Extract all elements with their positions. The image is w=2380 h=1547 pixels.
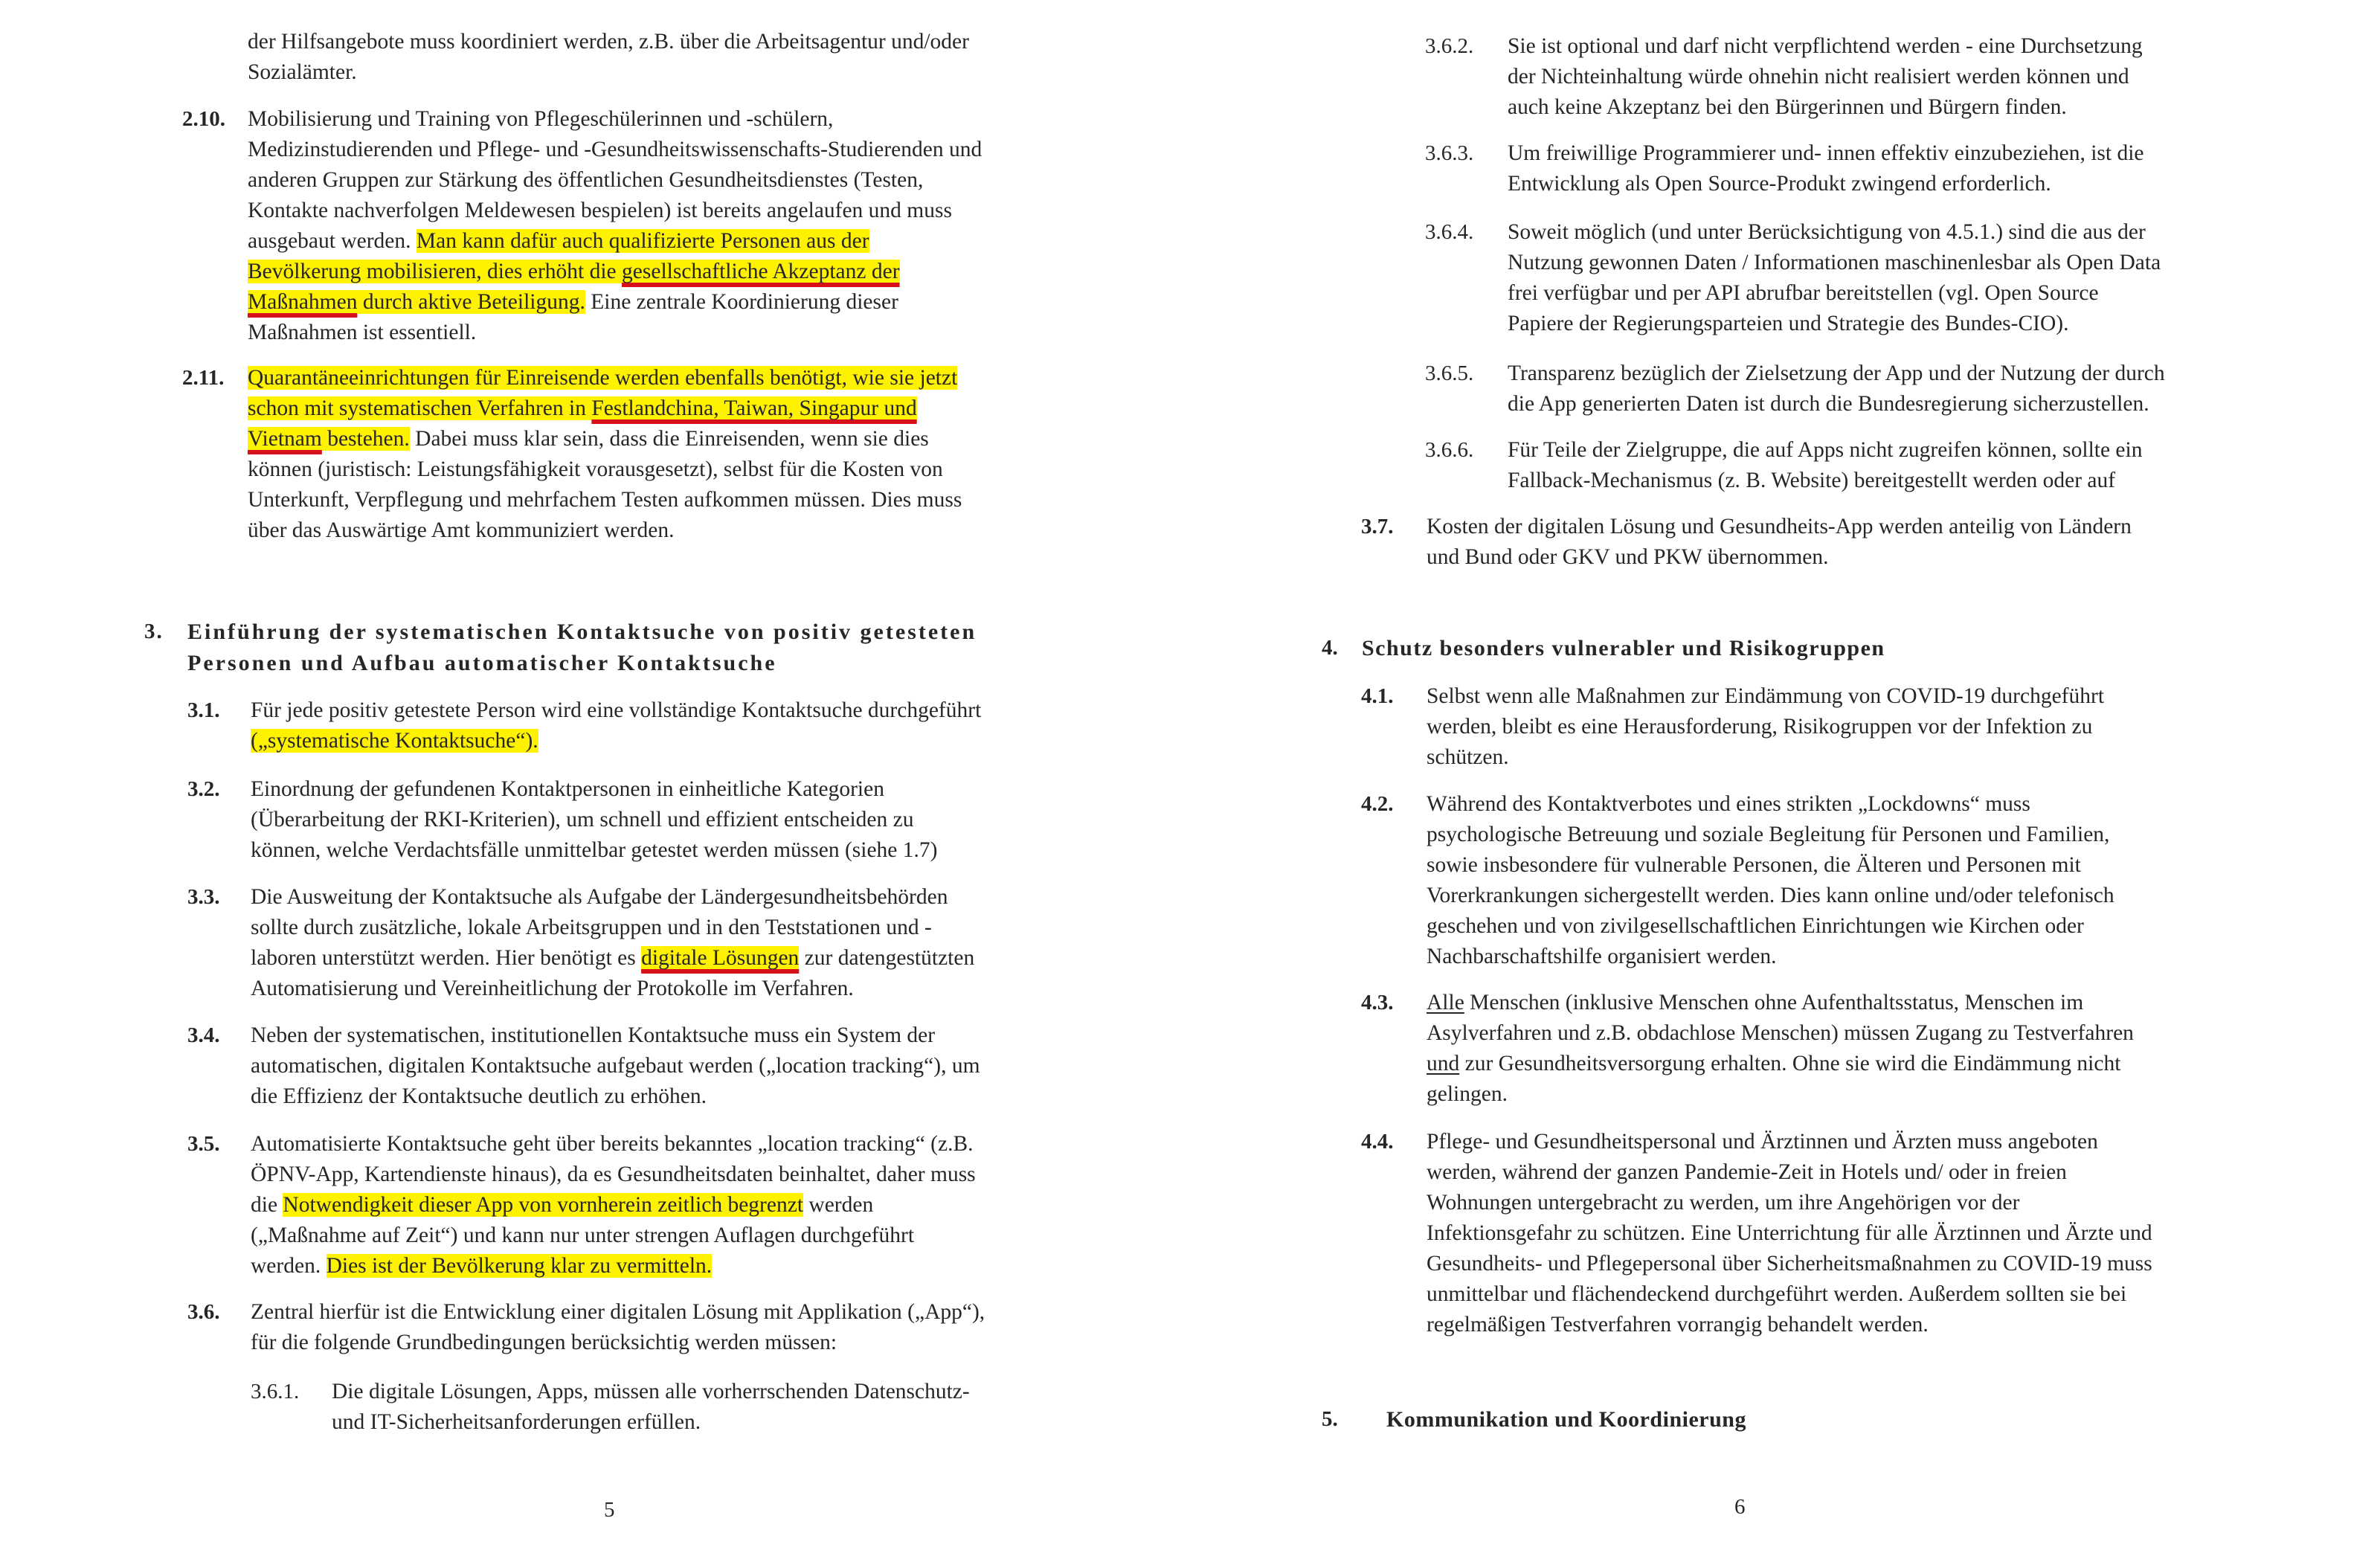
- text-line: Nachbarschaftshilfe organisiert werden.: [1427, 945, 1777, 968]
- text-line: Die digitale Lösungen, Apps, müssen alle vorherrschenden Datenschutz-: [332, 1380, 970, 1403]
- item-number-3-7: 3.7.: [1361, 515, 1394, 538]
- text-line: Pflege- und Gesundheitspersonal und Ärztinnen und Ärzten muss angeboten: [1427, 1130, 2098, 1154]
- text-line: Wohnungen untergebracht zu werden, um ihre Angehörigen vor der: [1427, 1191, 2020, 1215]
- text-line: unmittelbar und flächendeckend durchgeführt werden. Außerdem sollten sie bei: [1427, 1282, 2127, 1306]
- item-3-5-text: [251, 1129, 976, 1281]
- item-2-10-text: [248, 104, 982, 348]
- text-span: Dabei muss klar sein, dass die Einreisenden, wenn sie dies: [409, 427, 929, 451]
- item-3-6-2-text: [1508, 31, 2143, 123]
- section-5-title: Kommunikation und Koordinierung: [1386, 1407, 1746, 1432]
- highlighted-text: („systematische Kontaktsuche“).: [251, 729, 538, 753]
- intro-paragraph: [248, 27, 969, 88]
- text-line: werden, bleibt es eine Herausforderung, Risikogruppen vor der Infektion zu: [1427, 715, 2093, 739]
- text-line: gelingen.: [1427, 1082, 1508, 1106]
- text-line: Entwicklung als Open Source-Produkt zwingend erforderlich.: [1508, 172, 2051, 196]
- item-4-2-text: [1427, 789, 2114, 972]
- text-line: Asylverfahren und z.B. obdachlose Menschen) müssen Zugang zu Testverfahren: [1427, 1021, 2134, 1045]
- text-line: Soweit möglich (und unter Berücksichtigung von 4.5.1.) sind die aus der: [1508, 220, 2146, 244]
- text-line: („Maßnahme auf Zeit“) und kann nur unter strengen Auflagen durchgeführt: [251, 1223, 915, 1247]
- text-span: die: [251, 1193, 283, 1217]
- text-line: die App generierten Daten ist durch die Bundesregierung sicherzustellen.: [1508, 392, 2149, 416]
- item-number-3-6-2: 3.6.2.: [1425, 34, 1474, 58]
- text-line: über das Auswärtige Amt kommuniziert werden.: [248, 518, 675, 542]
- highlighted-text: bestehen.: [321, 427, 410, 451]
- right-page: [1190, 0, 2380, 1547]
- underlined-highlighted-text: gesellschaftliche Akzeptanz der: [622, 260, 900, 283]
- text-line: Infektionsgefahr zu schützen. Eine Unterrichtung für alle Ärztinnen und Ärzte und: [1427, 1221, 2152, 1245]
- item-3-3-text: [251, 882, 974, 1004]
- text-line: Kosten der digitalen Lösung und Gesundheits-App werden anteilig von Ländern: [1427, 515, 2132, 538]
- item-4-4-text: [1427, 1127, 2152, 1340]
- text-line: Gesundheits- und Pflegepersonal über Sicherheitsmaßnahmen zu COVID-19 muss: [1427, 1252, 2152, 1276]
- text-span: zur Gesundheitsversorgung erhalten. Ohne sie wird die Eindämmung nicht: [1459, 1052, 2121, 1075]
- item-2-11-text: [248, 363, 962, 546]
- text-line: Fallback-Mechanismus (z. B. Website) bereitgestellt werden oder auf: [1508, 469, 2116, 492]
- text-line: werden, während der ganzen Pandemie-Zeit in Hotels und/ oder in freien: [1427, 1160, 2067, 1184]
- left-page: [0, 0, 1183, 1547]
- text-line: Sie ist optional und darf nicht verpflichtend werden - eine Durchsetzung: [1508, 34, 2143, 58]
- text-line: der Hilfsangebote muss koordiniert werden, z.B. über die Arbeitsagentur und/oder: [248, 30, 969, 54]
- text-line: [1427, 988, 2134, 1018]
- text-span: werden.: [251, 1254, 327, 1278]
- text-line: automatischen, digitalen Kontaktsuche aufgebaut werden („location tracking“), um: [251, 1054, 980, 1078]
- text-line: und IT-Sicherheitsanforderungen erfüllen.: [332, 1410, 701, 1434]
- text-line: Papiere der Regierungsparteien und Strategie des Bundes-CIO).: [1508, 312, 2069, 335]
- item-3-6-4-text: [1508, 217, 2161, 339]
- text-line: sollte durch zusätzliche, lokale Arbeitsgruppen und in den Teststationen und -: [251, 916, 932, 939]
- text-line: geschehen und von zivilgesellschaftlichen Einrichtungen wie Kirchen oder: [1427, 914, 2084, 938]
- text-line: Für jede positiv getestete Person wird eine vollständige Kontaktsuche durchgeführt: [251, 698, 982, 722]
- item-number-3-6-6: 3.6.6.: [1425, 438, 1474, 462]
- text-line: sowie insbesondere für vulnerable Personen, die Älteren und Personen mit: [1427, 853, 2081, 877]
- text-line: können (juristisch: Leistungsfähigkeit vorausgesetzt), selbst für die Kosten von: [248, 457, 943, 481]
- text-line: Unterkunft, Verpflegung und mehrfachem Testen aufkommen müssen. Dies muss: [248, 488, 962, 512]
- item-number-3-6-4: 3.6.4.: [1425, 220, 1474, 244]
- text-line: auch keine Akzeptanz bei den Bürgerinnen und Bürgern finden.: [1508, 95, 2067, 119]
- text-line: Automatisierung und Vereinheitlichung der Protokolle im Verfahren.: [251, 977, 854, 1000]
- item-3-1-text: [251, 695, 981, 756]
- section-number-5: 5.: [1322, 1407, 1338, 1431]
- item-4-3-text: [1427, 988, 2134, 1110]
- text-line: [251, 1251, 976, 1281]
- item-number-3-5: 3.5.: [187, 1132, 220, 1156]
- item-number-3-6-3: 3.6.3.: [1425, 141, 1474, 165]
- text-line: [248, 393, 962, 424]
- highlighted-text: Man kann dafür auch qualifizierte Personen aus der: [416, 229, 869, 253]
- item-3-2-text: [251, 774, 937, 866]
- text-line: Die Ausweitung der Kontaktsuche als Aufgabe der Ländergesundheitsbehörden: [251, 885, 948, 909]
- item-number-4-1: 4.1.: [1361, 684, 1394, 708]
- text-line: Medizinstudierenden und Pflege- und -Gesundheitswissenschafts-Studierenden und: [248, 138, 982, 161]
- text-line: [251, 1190, 976, 1220]
- item-number-3-4: 3.4.: [187, 1023, 220, 1047]
- item-number-3-2: 3.2.: [187, 777, 220, 801]
- text-line: die Effizienz der Kontaktsuche deutlich zu erhöhen.: [251, 1084, 707, 1108]
- text-line: schützen.: [1427, 745, 1509, 769]
- text-line: (Überarbeitung der RKI-Kriterien), um schnell und effizient entscheiden zu: [251, 808, 914, 832]
- item-number-3-6-5: 3.6.5.: [1425, 361, 1474, 385]
- highlighted-text: Dies ist der Bevölkerung klar zu vermitteln.: [326, 1254, 713, 1278]
- underlined-highlighted-text: Festlandchina, Taiwan, Singapur und: [591, 396, 917, 420]
- text-line: frei verfügbar und per API abrufbar bereitstellen (vgl. Open Source: [1508, 281, 2099, 305]
- text-span: ausgebaut werden.: [248, 229, 416, 253]
- item-number-3-6-1: 3.6.1.: [251, 1380, 300, 1403]
- text-line: Neben der systematischen, institutionellen Kontaktsuche muss ein System der: [251, 1023, 936, 1047]
- text-line: Vorerkrankungen sichergestellt werden. Dies kann online und/oder telefonisch: [1427, 884, 2114, 907]
- highlighted-text: Quarantäneeinrichtungen für Einreisende werden ebenfalls benötigt, wie sie jetzt: [248, 366, 958, 390]
- item-number-3-1: 3.1.: [187, 698, 220, 722]
- highlighted-text: Bevölkerung mobilisieren, dies erhöht die: [248, 260, 623, 283]
- section-number-4: 4.: [1322, 636, 1338, 660]
- text-span: laboren unterstützt werden. Hier benötigt es: [251, 946, 642, 970]
- item-3-6-5-text: [1508, 358, 2165, 419]
- text-line: [251, 726, 981, 756]
- section-title-line: Einführung der systematischen Kontaktsuche von positiv getesteten: [187, 620, 977, 644]
- text-line: Sozialämter.: [248, 60, 357, 84]
- text-line: Zentral hierfür ist die Entwicklung einer digitalen Lösung mit Applikation („App“),: [251, 1300, 985, 1324]
- text-span: werden: [803, 1193, 874, 1217]
- section-number-3: 3.: [144, 620, 164, 643]
- item-number-4-3: 4.3.: [1361, 991, 1394, 1014]
- item-number-4-2: 4.2.: [1361, 792, 1394, 816]
- page-number: 6: [1734, 1495, 1746, 1519]
- item-number-3-3: 3.3.: [187, 885, 220, 909]
- item-number-4-4: 4.4.: [1361, 1130, 1394, 1154]
- text-line: [1427, 1049, 2134, 1079]
- text-line: Nutzung gewonnen Daten / Informationen maschinenlesbar als Open Data: [1508, 251, 2161, 274]
- item-number-2-11: 2.11.: [182, 366, 225, 390]
- item-number-2-10: 2.10.: [182, 107, 225, 131]
- text-span: zur datengestützten: [799, 946, 975, 970]
- page-number: 5: [604, 1498, 615, 1522]
- text-span: Eine zentrale Koordinierung dieser: [585, 290, 898, 314]
- text-line: Selbst wenn alle Maßnahmen zur Eindämmung von COVID-19 durchgeführt: [1427, 684, 2105, 708]
- text-line: ÖPNV-App, Kartendienste hinaus), da es Gesundheitsdaten beinhaltet, daher muss: [251, 1162, 976, 1186]
- item-4-1-text: [1427, 681, 2104, 773]
- text-line: [248, 424, 962, 454]
- text-line: Einordnung der gefundenen Kontaktpersonen in einheitliche Kategorien: [251, 777, 884, 801]
- underlined-highlighted-text: Maßnahmen: [248, 290, 358, 314]
- item-3-6-1-text: [332, 1377, 970, 1438]
- item-3-6-3-text: [1508, 138, 2144, 199]
- section-3-title: [187, 617, 977, 679]
- underlined-text: Alle: [1427, 991, 1464, 1014]
- text-line: psychologische Betreuung und soziale Begleitung für Personen und Familien,: [1427, 823, 2110, 846]
- item-3-4-text: [251, 1020, 980, 1112]
- text-line: [251, 943, 974, 974]
- item-3-6-6-text: [1508, 435, 2142, 496]
- section-title-line: Personen und Aufbau automatischer Kontaktsuche: [187, 651, 777, 675]
- text-line: Während des Kontaktverbotes und eines strikten „Lockdowns“ muss: [1427, 792, 2030, 816]
- section-4-title: Schutz besonders vulnerabler und Risikogruppen: [1362, 636, 1885, 660]
- item-3-7-text: [1427, 512, 2132, 573]
- highlighted-text: schon mit systematischen Verfahren in: [248, 396, 592, 420]
- item-number-3-6: 3.6.: [187, 1300, 220, 1324]
- text-line: anderen Gruppen zur Stärkung des öffentlichen Gesundheitsdienstes (Testen,: [248, 168, 924, 192]
- text-line: Maßnahmen ist essentiell.: [248, 321, 477, 344]
- underlined-highlighted-text: Vietnam: [248, 427, 322, 451]
- text-line: Transparenz bezüglich der Zielsetzung der App und der Nutzung der durch: [1508, 361, 2165, 385]
- item-3-6-text: [251, 1297, 985, 1358]
- text-line: Automatisierte Kontaktsuche geht über bereits bekanntes „location tracking“ (z.B.: [251, 1132, 974, 1156]
- text-line: Kontakte nachverfolgen Meldewesen bespielen) ist bereits angelaufen und muss: [248, 199, 952, 222]
- highlighted-text: Notwendigkeit dieser App von vornherein zeitlich begrenzt: [283, 1193, 804, 1217]
- text-line: [248, 257, 982, 287]
- text-line: für die folgende Grundbedingungen berücksichtig werden müssen:: [251, 1331, 837, 1354]
- text-line: Um freiwillige Programmierer und- innen effektiv einzubeziehen, ist die: [1508, 141, 2144, 165]
- text-span: Menschen (inklusive Menschen ohne Aufenthaltsstatus, Menschen im: [1464, 991, 2084, 1014]
- text-line: [248, 363, 962, 393]
- text-line: regelmäßigen Testverfahren vorrangig behandelt werden.: [1427, 1313, 1929, 1337]
- text-line: Mobilisierung und Training von Pflegeschülerinnen und -schülern,: [248, 107, 834, 131]
- text-line: [248, 226, 982, 257]
- text-line: [248, 287, 982, 318]
- text-line: und Bund oder GKV und PKW übernommen.: [1427, 545, 1829, 569]
- underlined-highlighted-text: digitale Lösungen: [641, 946, 800, 970]
- text-line: der Nichteinhaltung würde ohnehin nicht realisiert werden können und: [1508, 65, 2129, 89]
- highlighted-text: durch aktive Beteiligung.: [357, 290, 585, 314]
- underlined-text: und: [1427, 1052, 1460, 1075]
- text-line: können, welche Verdachtsfälle unmittelbar getestet werden müssen (siehe 1.7): [251, 838, 938, 862]
- text-line: Für Teile der Zielgruppe, die auf Apps nicht zugreifen können, sollte ein: [1508, 438, 2143, 462]
